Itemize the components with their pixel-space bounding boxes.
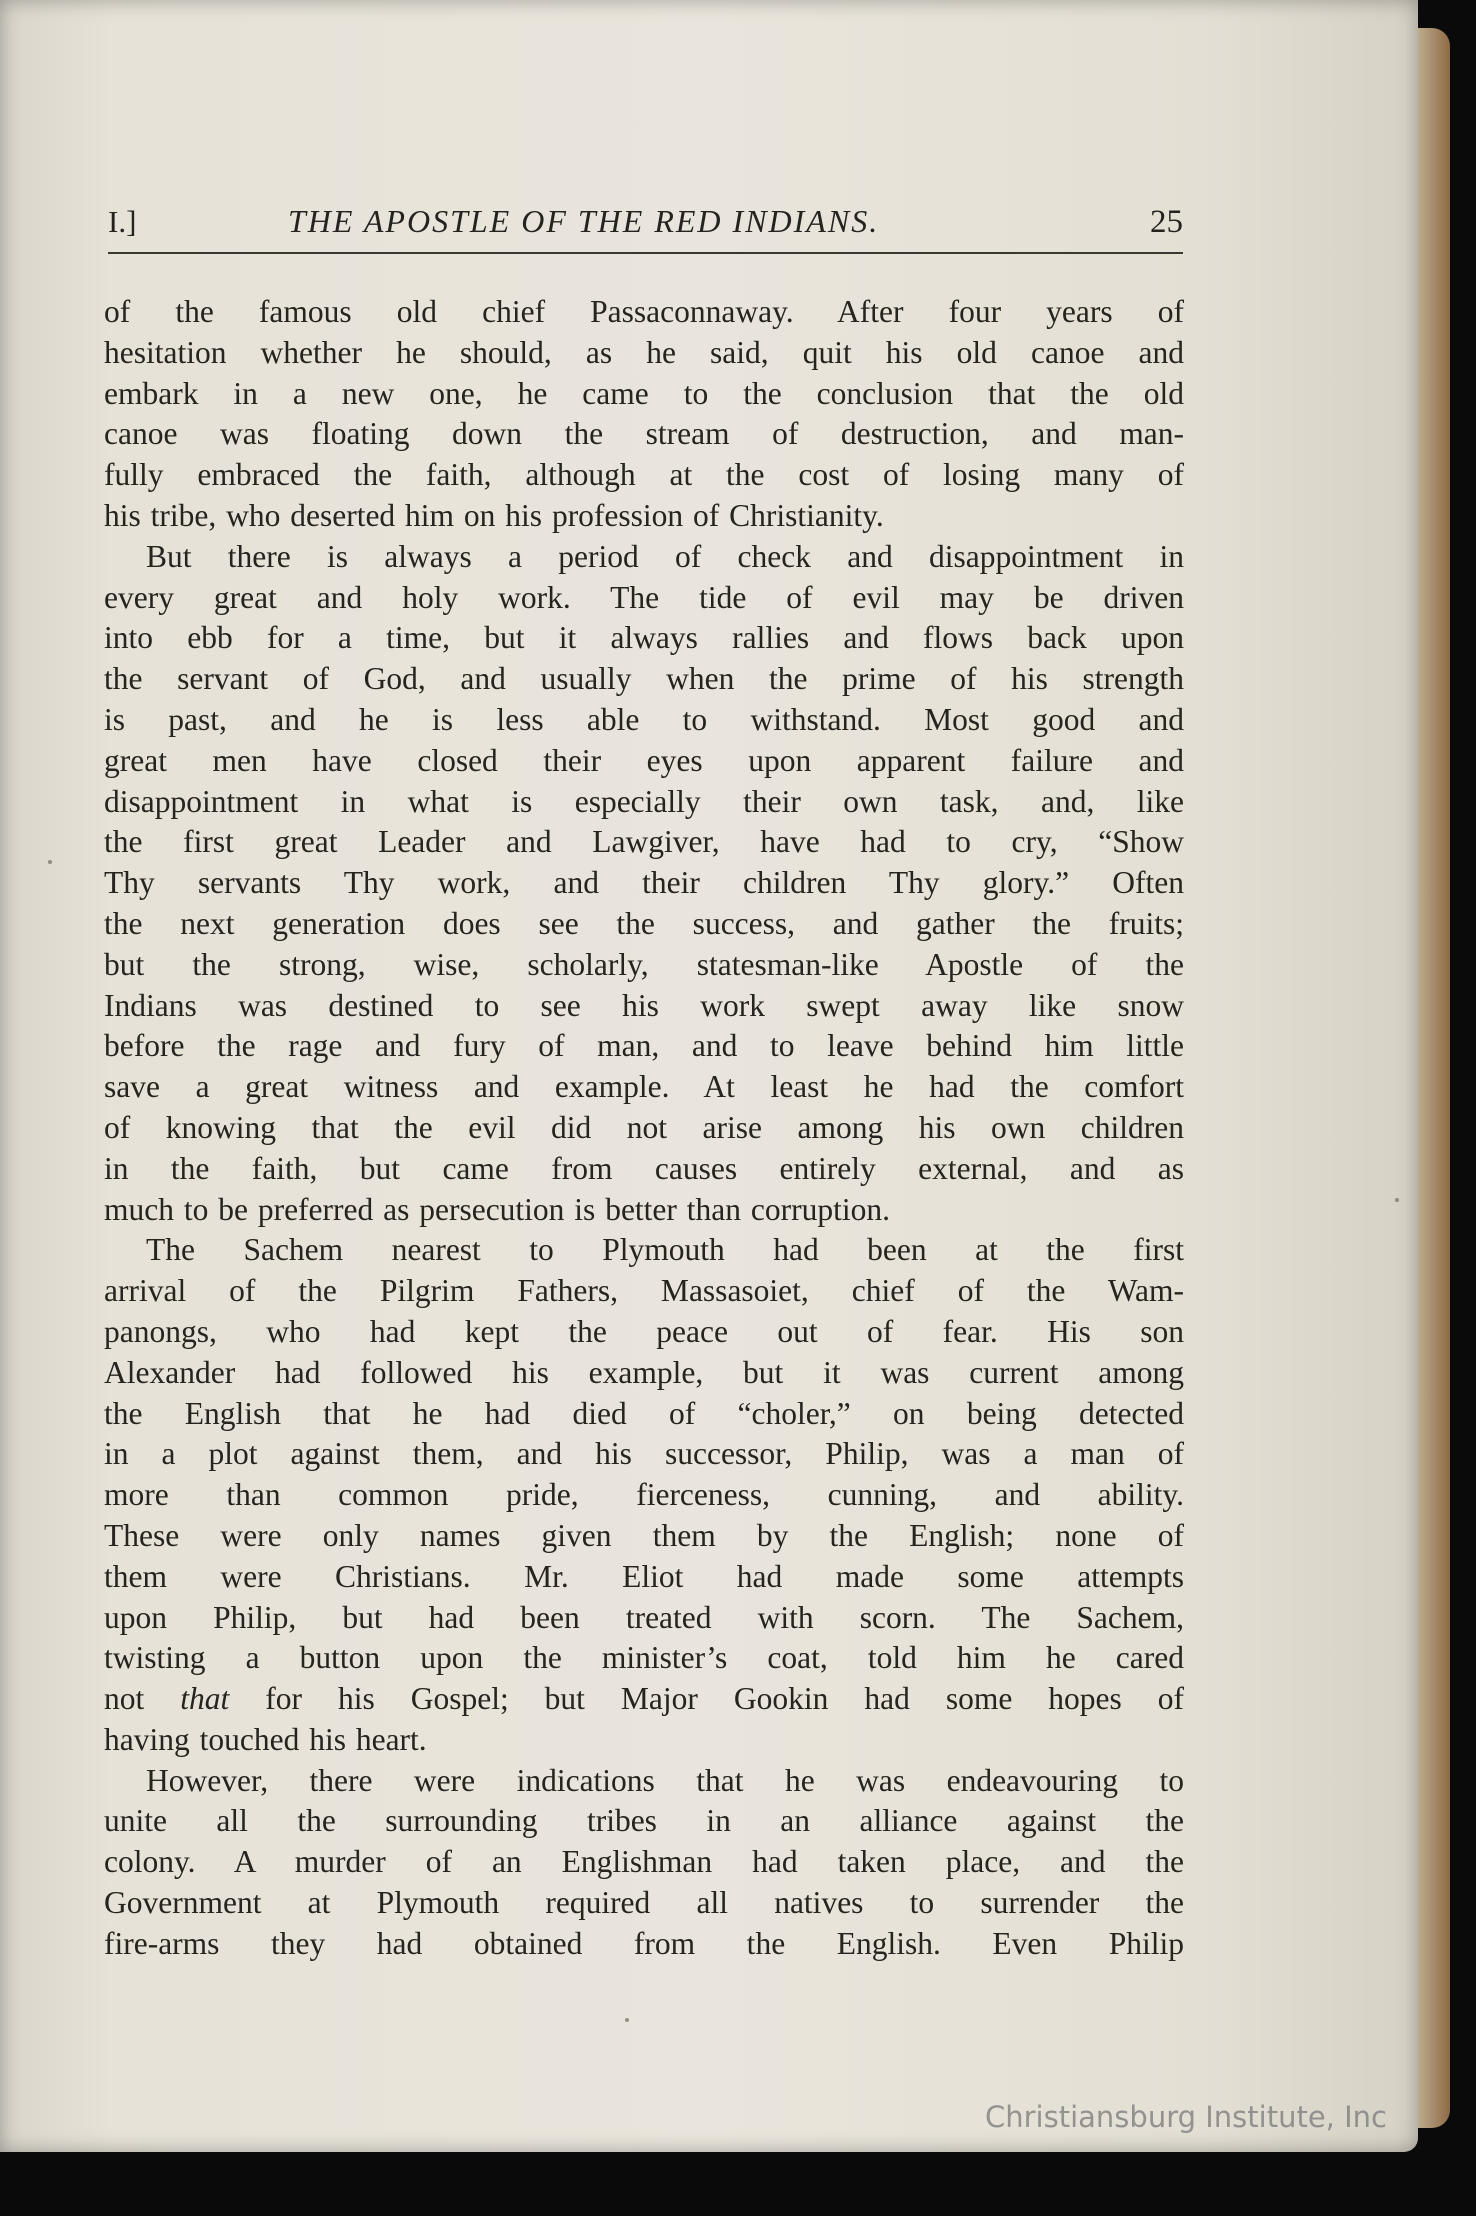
text-line: having touched his heart.	[104, 1721, 427, 1757]
text-line: canoe was floating down the stream of destruction, and man-	[104, 416, 1184, 452]
page-number: 25	[1150, 204, 1183, 240]
text-line: great men have closed their eyes upon apparent failure and	[104, 742, 1184, 778]
text-line: arrival of the Pilgrim Fathers, Massasoiet, chief of the Wam-	[104, 1273, 1184, 1309]
text-line: However, there were indications that he was endeavouring to	[146, 1762, 1184, 1798]
text-fragment: not	[104, 1681, 145, 1717]
text-line: upon Philip, but had been treated with scorn. The Sachem,	[104, 1599, 1184, 1635]
text-line: them were Christians. Mr. Eliot had made some attempts	[104, 1558, 1184, 1594]
text-line: in a plot against them, and his successor, Philip, was a man of	[104, 1436, 1184, 1472]
text-line: colony. A murder of an Englishman had taken place, and the	[104, 1844, 1184, 1880]
running-head	[108, 196, 1183, 254]
text-line: hesitation whether he should, as he said, quit his old canoe and	[104, 334, 1184, 370]
text-line: These were only names given them by the English; none of	[104, 1517, 1184, 1553]
text-fragment: for his Gospel; but Major Gookin had some hopes of	[265, 1681, 1184, 1717]
text-line: But there is always a period of check and disappointment in	[146, 538, 1184, 574]
text-line: more than common pride, fierceness, cunning, and ability.	[104, 1477, 1184, 1513]
paper-speck	[48, 860, 52, 864]
text-line: the servant of God, and usually when the prime of his strength	[104, 661, 1184, 697]
paper-speck	[625, 2018, 629, 2022]
text-line: every great and holy work. The tide of evil may be driven	[104, 579, 1184, 615]
text-line: in the faith, but came from causes entirely external, and as	[104, 1150, 1184, 1186]
text-line: of the famous old chief Passaconnaway. After four years of	[104, 294, 1184, 329]
text-line: of knowing that the evil did not arise among his own children	[104, 1109, 1184, 1145]
text-line: Alexander had followed his example, but it was current among	[104, 1354, 1184, 1390]
chapter-marker: I.]	[108, 204, 137, 239]
italic-word: that	[180, 1681, 230, 1717]
text-line: but the strong, wise, scholarly, statesman-like Apostle of the	[104, 946, 1184, 982]
text-line: his tribe, who deserted him on his profession of Christianity.	[104, 497, 884, 533]
text-line: the next generation does see the success, and gather the fruits;	[104, 905, 1184, 941]
text-line: fully embraced the faith, although at the cost of losing many of	[104, 457, 1184, 493]
watermark: Christiansburg Institute, Inc	[985, 2100, 1387, 2134]
text-line: is past, and he is less able to withstand. Most good and	[104, 701, 1184, 737]
text-line: unite all the surrounding tribes in an alliance against the	[104, 1803, 1184, 1839]
running-title: THE APOSTLE OF THE RED INDIANS.	[288, 203, 880, 239]
text-line: before the rage and fury of man, and to leave behind him little	[104, 1028, 1184, 1064]
text-line: the English that he had died of “choler,” on being detected	[104, 1395, 1184, 1431]
paper-speck	[1395, 1198, 1399, 1202]
text-line: Government at Plymouth required all natives to surrender the	[104, 1885, 1184, 1921]
text-line: fire-arms they had obtained from the English. Even Philip	[104, 1925, 1184, 1961]
text-line: twisting a button upon the minister’s coat, told him he cared	[104, 1640, 1184, 1676]
text-line: The Sachem nearest to Plymouth had been at the first	[146, 1232, 1184, 1268]
text-line: embark in a new one, he came to the conclusion that the old	[104, 375, 1184, 411]
text-line: panongs, who had kept the peace out of fear. His son	[104, 1313, 1184, 1349]
body-text	[104, 292, 1184, 1965]
text-line: Thy servants Thy work, and their children Thy glory.” Often	[104, 865, 1184, 901]
text-line-with-italic	[104, 1679, 1184, 1720]
text-line: Indians was destined to see his work swept away like snow	[104, 987, 1184, 1023]
text-line: disappointment in what is especially their own task, and, like	[104, 783, 1184, 819]
text-line: much to be preferred as persecution is better than corruption.	[104, 1191, 890, 1227]
text-line: save a great witness and example. At least he had the comfort	[104, 1069, 1184, 1105]
text-line: the first great Leader and Lawgiver, have had to cry, “Show	[104, 824, 1184, 860]
text-line: into ebb for a time, but it always rallies and flows back upon	[104, 620, 1184, 656]
